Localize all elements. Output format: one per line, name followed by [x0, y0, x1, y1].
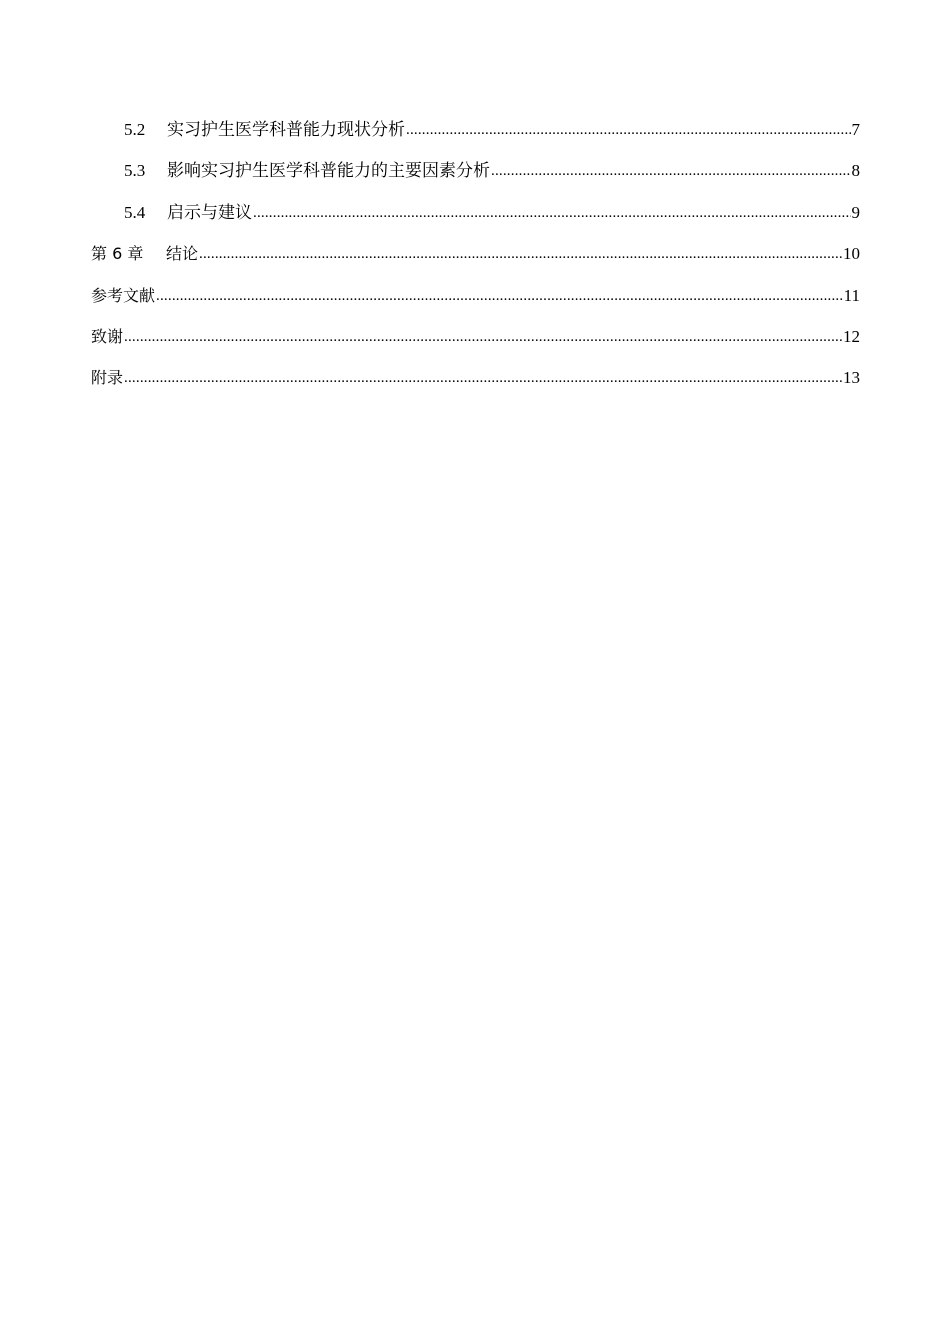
toc-dot-leader	[156, 282, 843, 309]
toc-entry-number: 5.2	[124, 120, 146, 139]
toc-entry-title: 参考文献	[91, 285, 156, 305]
toc-entry-title: 启示与建议	[167, 202, 252, 222]
toc-entry-5-4[interactable]	[91, 200, 860, 241]
toc-dot-leader	[253, 199, 851, 226]
toc-entry-references[interactable]	[91, 283, 860, 324]
toc-entry-page-number: 9	[851, 202, 860, 222]
toc-dot-leader	[406, 116, 851, 143]
toc-entry-appendix[interactable]	[91, 365, 860, 406]
toc-entry-number: 第 6 章	[91, 244, 144, 264]
toc-entry-page-number: 11	[843, 285, 860, 305]
toc-entry-page-number: 7	[851, 120, 860, 139]
toc-entry-title: 结论	[166, 244, 199, 264]
toc-entry-title: 实习护生医学科普能力现状分析	[167, 120, 405, 139]
table-of-contents	[91, 117, 860, 407]
toc-entry-title: 致谢	[91, 326, 124, 346]
toc-dot-leader	[124, 364, 842, 391]
toc-entry-page-number: 10	[843, 244, 860, 264]
toc-entry-acknowledgements[interactable]	[91, 324, 860, 365]
toc-entry-chapter-6[interactable]	[91, 241, 860, 282]
toc-entry-number: 5.3	[124, 161, 146, 181]
toc-entry-page-number: 12	[843, 326, 860, 346]
toc-dot-leader	[124, 323, 842, 350]
toc-entry-number: 5.4	[124, 202, 146, 222]
toc-dot-leader	[491, 157, 851, 184]
toc-entry-title: 附录	[91, 368, 124, 388]
toc-entry-page-number: 13	[843, 368, 860, 388]
toc-dot-leader	[199, 240, 842, 267]
toc-entry-page-number: 8	[851, 161, 860, 181]
toc-entry-title: 影响实习护生医学科普能力的主要因素分析	[167, 161, 490, 181]
toc-entry-5-3[interactable]	[91, 158, 860, 199]
toc-entry-5-2[interactable]	[91, 117, 860, 158]
